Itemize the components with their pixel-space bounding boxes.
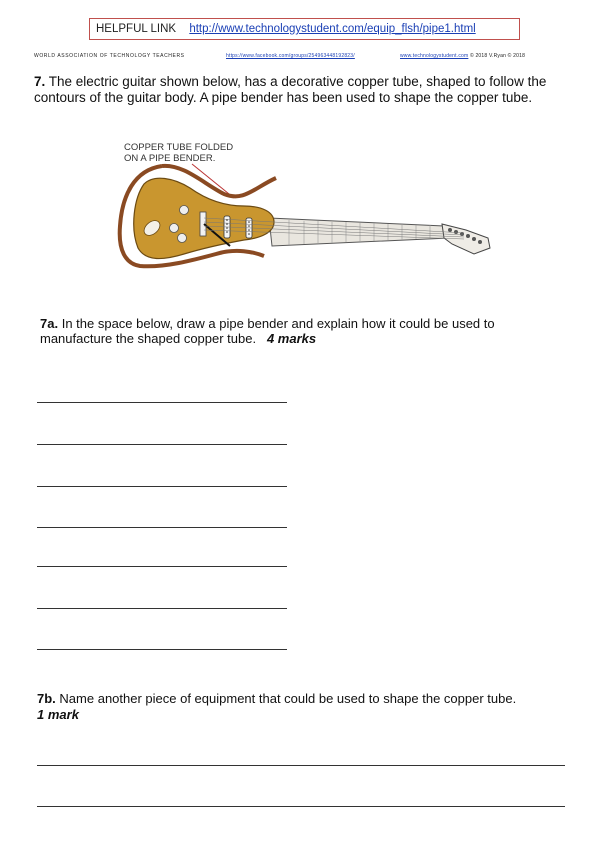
guitar-neck xyxy=(269,218,449,246)
credit-organization: WORLD ASSOCIATION OF TECHNOLOGY TEACHERS xyxy=(34,53,185,59)
question-7a-number: 7a. xyxy=(40,316,59,331)
credit-copyright: © 2018 V.Ryan © 2018 xyxy=(469,53,526,59)
question-7b xyxy=(37,691,567,723)
callout-line-1: COPPER TUBE FOLDED xyxy=(124,142,234,153)
credit-facebook-link[interactable]: https://www.facebook.com/groups/254963448192823/ xyxy=(226,53,355,59)
electric-guitar-illustration xyxy=(104,136,504,286)
question-7b-number: 7b. xyxy=(37,691,56,706)
answer-line-7a-2[interactable] xyxy=(37,444,287,445)
helpful-link-label: HELPFUL LINK xyxy=(96,23,177,35)
question-7-text xyxy=(34,74,554,105)
answer-line-7a-5[interactable] xyxy=(37,566,287,567)
credit-site-link[interactable]: www.technologystudent.com xyxy=(400,53,469,59)
answer-line-7a-6[interactable] xyxy=(37,608,287,609)
callout-line-2: ON A PIPE BENDER. xyxy=(124,153,216,164)
answer-line-7a-7[interactable] xyxy=(37,649,287,650)
helpful-link-box xyxy=(89,18,520,40)
answer-line-7a-4[interactable] xyxy=(37,527,287,528)
question-7b-marks: 1 mark xyxy=(37,707,79,722)
question-7-number: 7. xyxy=(34,74,46,89)
question-7a-marks: 4 marks xyxy=(266,331,317,346)
helpful-link-url[interactable]: http://www.technologystudent.com/equip_flsh/pipe1.html xyxy=(189,23,476,35)
question-7-body: The electric guitar shown below, has a decorative copper tube, shaped to follow the contours of the guitar body. A pipe bender has been used to shape the copper tube. xyxy=(34,74,547,105)
credit-site xyxy=(400,53,525,59)
question-7a-text: In the space below, draw a pipe bender and explain how it could be used to manufacture the shaped copper tube. xyxy=(40,316,495,346)
question-7b-text: Name another piece of equipment that could be used to shape the copper tube. xyxy=(59,691,517,706)
question-7a xyxy=(40,316,550,346)
answer-line-7a-1[interactable] xyxy=(37,402,287,403)
answer-line-7a-3[interactable] xyxy=(37,486,287,487)
guitar-figure xyxy=(104,136,504,286)
answer-line-7b-1[interactable] xyxy=(37,765,565,766)
answer-line-7b-2[interactable] xyxy=(37,806,565,807)
